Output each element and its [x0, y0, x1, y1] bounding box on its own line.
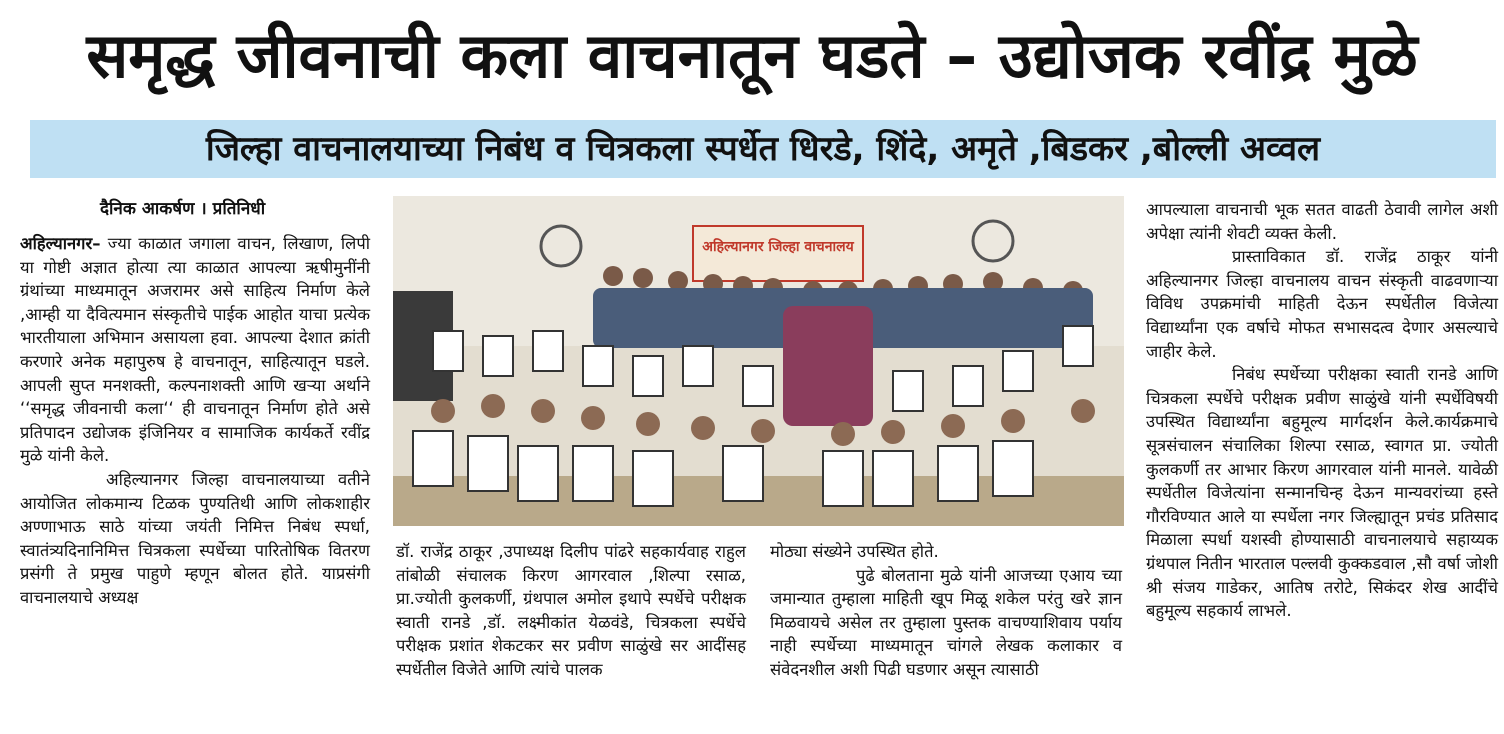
- headline: समृद्ध जीवनाची कला वाचनातून घडते – उद्योजक रवींद्र मुळे: [86, 19, 1418, 92]
- subheadline-bar: [30, 120, 1496, 178]
- group-photo-illustration: [393, 196, 1124, 526]
- paragraph: अहिल्यानगर जिल्हा वाचनालयाच्या वतीने आयोजित लोकमान्य टिळक पुण्यतिथी आणि लोकशाहीर अण्णाभाऊ साठे यांच्या जयंती निमित्त निबंध स्पर्धा, स्वातंत्र्यदिनानिमित्त चित्रकला स्पर्धेच्या पारितोषिक वितरण प्रसंगी ते प्रमुख पाहुणे म्हणून बोलत होते. याप्रसंगी वाचनालयाचे अध्यक्ष: [20, 469, 370, 607]
- article-column-4: [1146, 198, 1498, 623]
- dateline: अहिल्यानगर–: [20, 234, 101, 253]
- paragraph: निबंध स्पर्धेच्या परीक्षका स्वाती रानडे आणि चित्रकला स्पर्धेचे परीक्षक प्रवीण साळुंखे यांनी स्पर्धेविषयी उपस्थित विद्यार्थ्यांना बहुमूल्य मार्गदर्शन केले.कार्यक्रमाचे सूत्रसंचालन संचालिका शिल्पा रसाळ, स्वागत प्रा. ज्योती कुलकर्णी तर आभार किरण आगरवाल यांनी मानले. यावेळी स्पर्धेतील विजेत्यांना सन्मानचिन्ह देऊन मान्यवरांच्या हस्ते गौरविण्यात आले या स्पर्धेला नगर जिल्ह्यातून प्रचंड प्रतिसाद मिळाला स्पर्धा यशस्वी होण्यासाठी वाचनालयाचे सहाय्यक ग्रंथपाल नितीन भारताल पल्लवी कुक्कडवाल ,सौ वर्षा जोशी श्री संजय गाडेकर, आतिष तरोटे, सिकंदर शेख आदींचे बहुमूल्य सहकार्य लाभले.: [1146, 365, 1498, 621]
- article-column-1: [20, 232, 370, 610]
- article-column-2: [396, 540, 746, 682]
- paragraph: पुढे बोलताना मुळे यांनी आजच्या एआय च्या जमान्यात तुम्हाला माहिती खूप मिळू शकेल परंतु खरे ज्ञान मिळवायचे असेल तर तुम्हाला पुस्तक वाचण्याशिवाय पर्याय नाही स्पर्धेच्या माध्यमातून चांगले लेखक कलाकार व संवेदनशील अशी पिढी घडणार असून त्यासाठी: [770, 565, 1122, 679]
- paragraph: डॉ. राजेंद्र ठाकूर ,उपाध्यक्ष दिलीप पांढरे सहकार्यवाह राहुल तांबोळी संचालक किरण आगरवाल ,शिल्पा रसाळ, प्रा.ज्योती कुलकर्णी, ग्रंथपाल अमोल इथापे स्पर्धेचे परीक्षक स्वाती रानडे ,डॉ. लक्ष्मीकांत येळवंडे, चित्रकला स्पर्धेचे परीक्षक प्रशांत शेकटकर सर प्रवीण साळुंखे सर आदींसह स्पर्धेतील विजेते आणि त्यांचे पालक: [396, 542, 746, 679]
- event-photo: [393, 196, 1124, 526]
- article-column-3: [770, 540, 1122, 682]
- paragraph: आपल्याला वाचनाची भूक सतत वाढती ठेवावी लागेल अशी अपेक्षा त्यांनी शेवटी व्यक्त केली.: [1146, 200, 1498, 243]
- paragraph: मोठ्या संख्येने उपस्थित होते.: [770, 542, 939, 561]
- byline: दैनिक आकर्षण । प्रतिनिधी: [100, 199, 266, 219]
- paragraph: [20, 232, 370, 468]
- paragraph: प्रास्ताविकात डॉ. राजेंद्र ठाकूर यांनी अहिल्यानगर जिल्हा वाचनालय वाचन संस्कृती वाढवणाऱ्या विविध उपक्रमांची माहिती देऊन स्पर्धेतील विजेत्या विद्यार्थ्यांना एक वर्षाचे मोफत सभासदत्व देणार असल्याचे जाहीर केले.: [1146, 247, 1498, 361]
- banner-text: अहिल्यानगर जिल्हा वाचनालय: [702, 239, 854, 255]
- paragraph-text: ज्या काळात जगाला वाचन, लिखाण, लिपी या गोष्टी अज्ञात होत्या त्या काळात आपल्या ऋषीमुनींनी ग्रंथांच्या माध्यमातून अजरामर असे साहित्य निर्माण केले ,आम्ही या दैवित्यमान संस्कृतीचे पाईक आहोत याचा प्रत्येक भारतीयाला अभिमान असायला हवा. आपल्या देशात क्रांती करणारे अनेक महापुरुष हे वाचनातून, साहित्यातून घडले. आपली सुप्त मनशक्ती, कल्पनाशक्ती आणि खऱ्या अर्थाने ‘‘समृद्ध जीवनाची कला‘‘ ही वाचनातून निर्माण होते असे प्रतिपादन उद्योजक इंजिनियर व सामाजिक कार्यकर्ते रवींद्र मुळे यांनी केले.: [20, 234, 370, 466]
- subheadline: जिल्हा वाचनालयाच्या निबंध व चित्रकला स्पर्धेत धिरडे, शिंदे, अमृते ,बिडकर ,बोल्ली अव्वल: [205, 129, 1321, 169]
